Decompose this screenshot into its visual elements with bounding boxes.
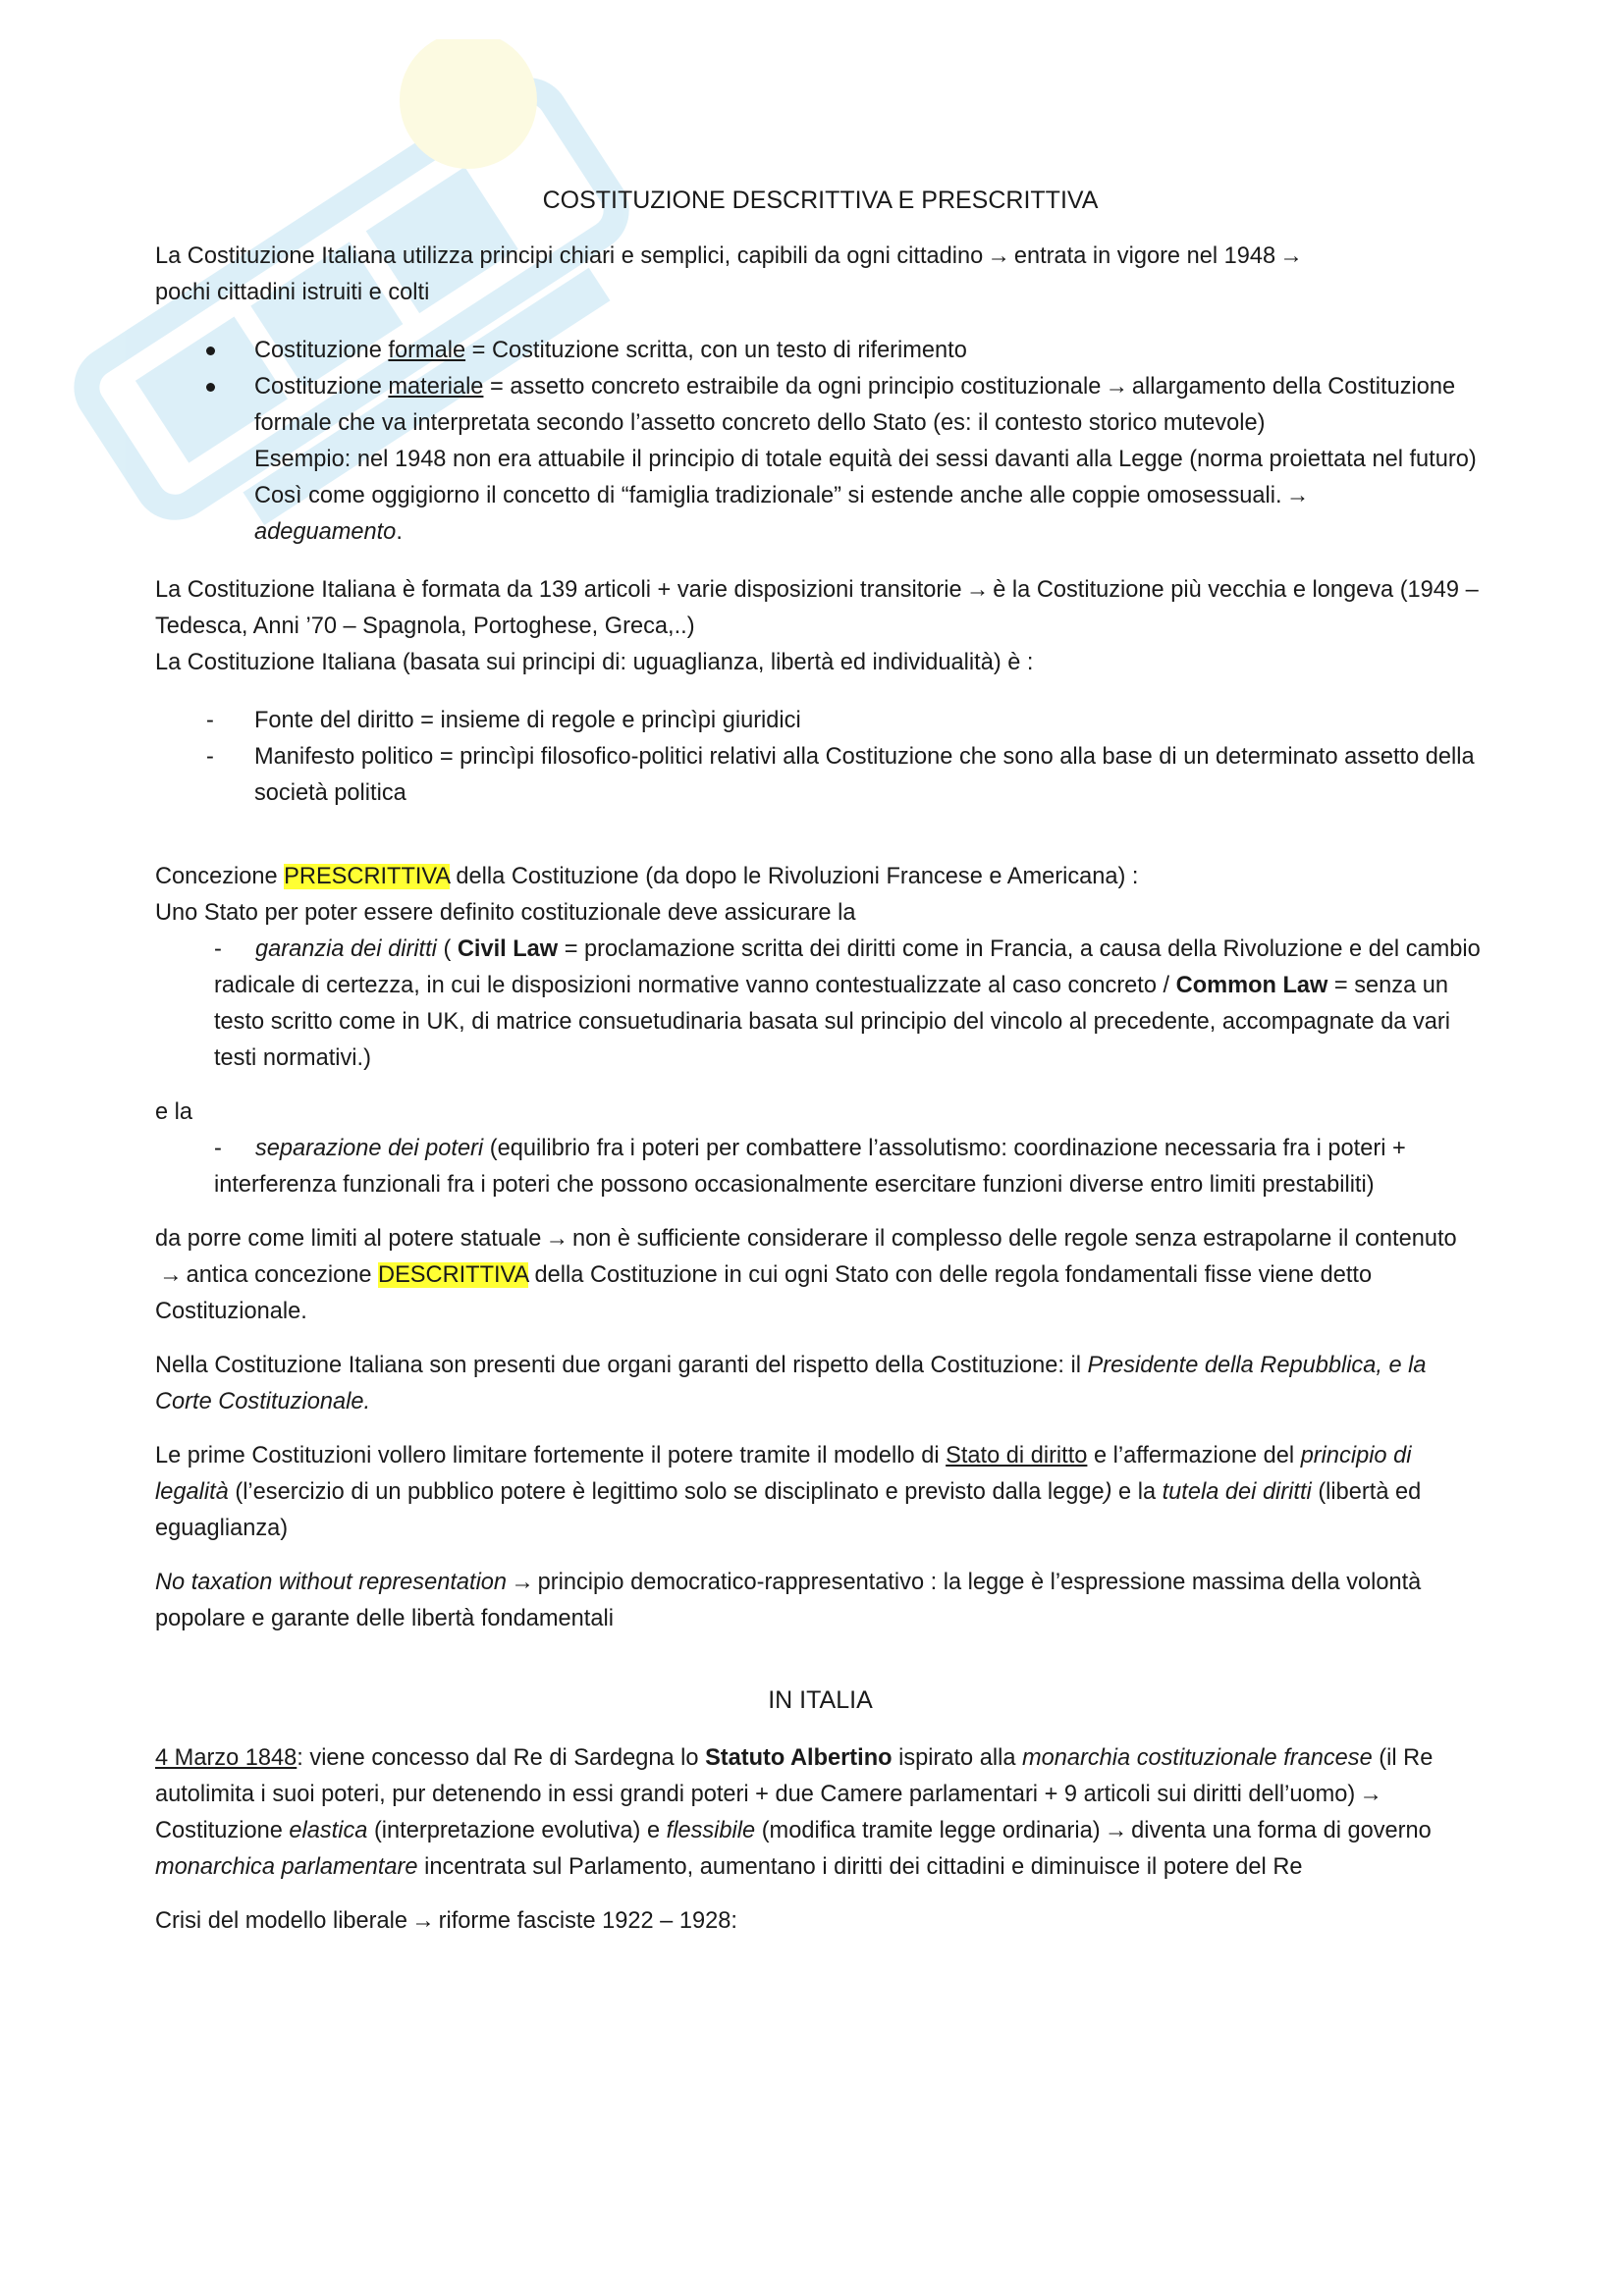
right-arrow-icon: → xyxy=(1279,243,1303,269)
right-arrow-icon: → xyxy=(1285,483,1310,508)
separazione-paragraph: - separazione dei poteri (equilibrio fra i poteri per combattere l’assolutismo: coordinazione necessaria fra i poteri + interferenza funzionali fra i poteri che possono occasionalmente esercitare funzioni diverse entro limiti prestabiliti) xyxy=(214,1136,1406,1198)
document-page xyxy=(155,183,1486,1940)
dash-list xyxy=(155,703,1486,812)
right-arrow-icon: → xyxy=(545,1226,569,1252)
right-arrow-icon: → xyxy=(965,577,990,603)
e-la-text: e la xyxy=(155,1099,193,1125)
highlighted-term: DESCRITTIVA xyxy=(378,1262,528,1288)
document-title: COSTITUZIONE DESCRITTIVA E PRESCRITTIVA xyxy=(542,187,1099,214)
list-item: - Fonte del diritto = insieme di regole e princìpi giuridici xyxy=(155,703,1486,739)
basata-paragraph: La Costituzione Italiana (basata sui principi di: uguaglianza, libertà ed individualità) è : xyxy=(155,650,1034,675)
right-arrow-icon: → xyxy=(511,1570,534,1595)
daporre-paragraph: da porre come limiti al potere statuale → non è sufficiente considerare il complesso delle regole senza estrapolarne il contenuto→ antica concezione DESCRITTIVA della Costituzione in cui ogni Stato con delle regola fondamentali fisse viene detto Costituzionale. xyxy=(155,1221,1486,1330)
organi-paragraph: Nella Costituzione Italiana son presenti due organi garanti del rispetto della Costituzione: il Presidente della Repubblica, e la Corte Costituzionale. xyxy=(155,1353,1427,1415)
bullet-list xyxy=(155,333,1486,551)
taxation-paragraph: No taxation without representation → principio democratico-rappresentativo : la legge è l’espressione massima della volontà popolare e garante delle libertà fondamentali xyxy=(155,1565,1486,1637)
articoli-paragraph: La Costituzione Italiana è formata da 139 articoli + varie disposizioni transitorie → è la Costituzione più vecchia e longeva (1949 – Tedesca, Anni ’70 – Spagnola, Portoghese, Greca,..) xyxy=(155,572,1486,645)
right-arrow-icon: → xyxy=(411,1908,435,1934)
list-item: Costituzione formale = Costituzione scritta, con un testo di riferimento xyxy=(155,333,1486,369)
right-arrow-icon: → xyxy=(159,1262,183,1288)
right-arrow-icon: → xyxy=(1359,1782,1382,1807)
section-heading: IN ITALIA xyxy=(768,1686,873,1714)
crisi-paragraph: Crisi del modello liberale → riforme fasciste 1922 – 1928: xyxy=(155,1903,1486,1940)
list-item: - Manifesto politico = princìpi filosofico-politici relativi alla Costituzione che sono alla base di un determinato assetto della società politica xyxy=(155,739,1486,812)
right-arrow-icon: → xyxy=(1104,1818,1128,1843)
concezione-paragraph: Concezione PRESCRITTIVA della Costituzione (da dopo le Rivoluzioni Francese e Americana) : Uno Stato per poter essere definito costituzionale deve assicurare la xyxy=(155,864,1139,926)
right-arrow-icon: → xyxy=(987,243,1010,269)
prime-paragraph: Le prime Costituzioni vollero limitare fortemente il potere tramite il modello di Stato di diritto e l’affermazione del principio di legalità (l’esercizio di un pubblico potere è legittimo solo se disciplinato e previsto dalla legge) e la tutela dei diritti (libertà ed eguaglianza) xyxy=(155,1443,1422,1541)
intro-paragraph: La Costituzione Italiana utilizza principi chiari e semplici, capibili da ogni cittadino → entrata in vigore nel 1948 → pochi cittadini istruiti e colti xyxy=(155,239,1486,311)
list-item: Costituzione materiale = assetto concreto estraibile da ogni principio costituzionale → allargamento della Costituzione formale che va interpretata secondo l’assetto concreto dello Stato (es: il contesto storico mutevole) Esempio: nel 1948 non era attuabile il principio di totale equità dei sessi davanti alla Legge (norma proiettata nel futuro) Così come oggigiorno il concetto di “famiglia tradizionale” si estende anche alle coppie omosessuali. → adeguamento. xyxy=(155,369,1486,551)
marzo-paragraph: 4 Marzo 1848: viene concesso dal Re di Sardegna lo Statuto Albertino ispirato alla monarchia costituzionale francese (il Re autolimita i suoi poteri, pur detenendo in essi grandi poteri + due Camere parlamentari + 9 articoli sui diritti dell’uomo) →Costituzione elastica (interpretazione evolutiva) e flessibile (modifica tramite legge ordinaria) → diventa una forma di governo monarchica parlamentare incentrata sul Parlamento, aumentano i diritti dei cittadini e diminuisce il potere del Re xyxy=(155,1745,1434,1880)
garanzia-paragraph: - garanzia dei diritti ( Civil Law = proclamazione scritta dei diritti come in Francia, a causa della Rivoluzione e del cambio radicale di certezza, in cui le disposizioni normative vanno contestualizzate al caso concreto / Common Law = senza un testo scritto come in UK, di matrice consuetudinaria basata sul principio del vincolo al precedente, accompagnate da vari testi normativi.) xyxy=(214,936,1481,1071)
right-arrow-icon: → xyxy=(1105,374,1128,400)
highlighted-term: PRESCRITTIVA xyxy=(284,864,450,889)
